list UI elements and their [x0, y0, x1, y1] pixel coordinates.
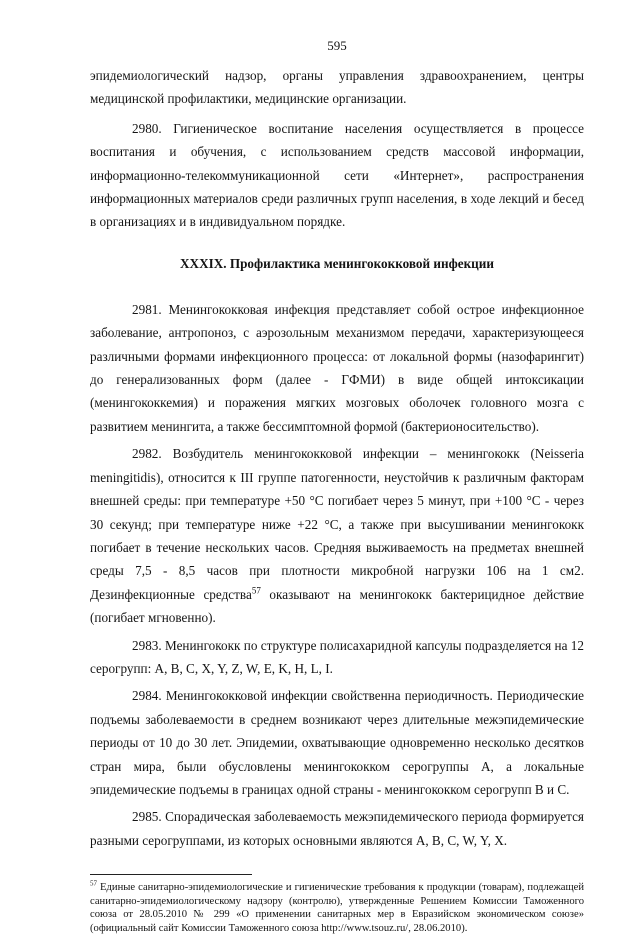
footnote-divider	[90, 874, 252, 875]
paragraph-2985: 2985. Спорадическая заболеваемость межэпидемического периода формируется разными серогруппами, из которых основными являются A, B, C, W, Y, X.	[90, 809, 584, 848]
footnote-marker: 57	[90, 879, 97, 888]
page-number: 595	[327, 38, 347, 53]
paragraph-continuation: эпидемиологический надзор, органы управления здравоохранением, центры медицинской профилактики, медицинские организации.	[90, 68, 584, 107]
paragraph-2982-text: 2982. Возбудитель менингококковой инфекции – менингококк (Neisseria meningitidis), относится к III группе патогенности, неустойчив к различным факторам внешней среды: при температуре +50 °С погибает через 5 минут, при +100 °С - через 30 секунд; при температуре ниже +22 °С, а также при высушивании менингококк погибает в течение нескольких часов. Средняя выживаемость на предметах внешней среды 7,5 - 8,5 часов при плотности микробной нагрузки 106 на 1 см2. Дезинфекционные средства	[90, 446, 584, 602]
footnote-reference: 57	[251, 585, 261, 596]
paragraph-2982	[90, 442, 584, 629]
section-heading: XXXIX. Профилактика менингококковой инфекции	[180, 255, 494, 271]
footnote	[90, 881, 584, 935]
footnote-text: Единые санитарно-эпидемиологические и гигиенические требования к продукции (товарам), подлежащей санитарно-эпидемиологическому надзору (контролю), утвержденные Решением Комиссии Таможенного союза от 28.05.2010 № 299 «О применении санитарных мер в Евразийском экономическом союзе» (официальный сайт Комиссии Таможенного союза http://www.tsouz.ru/, 28.06.2010).	[90, 882, 584, 934]
paragraph-2980: 2980. Гигиеническое воспитание населения осуществляется в процессе воспитания и обучения, с использованием средств массовой информации, информационно-телекоммуникационной сети «Интернет», распространения информационных материалов среди различных групп населения, в ходе лекций и бесед в организациях и в индивидуальном порядке.	[90, 120, 584, 230]
paragraph-2983: 2983. Менингококк по структуре полисахаридной капсулы подразделяется на 12 серогрупп: A, B, C, X, Y, Z, W, E, K, H, L, I.	[90, 637, 584, 676]
paragraph-2981: 2981. Менингококковая инфекция представляет собой острое инфекционное заболевание, антропоноз, с аэрозольным механизмом передачи, характеризующееся различными формами инфекционного процесса: от локальной формы (назофарингит) до генерализованных форм (далее - ГФМИ) в виде общей интоксикации (менингококкемия) и поражения мягких мозговых оболочек головного мозга с развитием менингита, а также бессимптомной формой (бактерионосительство).	[90, 301, 584, 434]
paragraph-2984: 2984. Менингококковой инфекции свойственна периодичность. Периодические подъемы заболеваемости в среднем возникают через длительные межэпидемические периоды от 10 до 30 лет. Эпидемии, охватывающие одновременно несколько десятков стран мира, были обусловлены менингококком серогруппы А, а локальные эпидемические подъемы в границах одной страны - менингококком серогрупп В и С.	[90, 688, 584, 797]
paragraph-2982-tail: оказывают на менингококк бактерицидное действие (погибает мгновенно).	[90, 586, 584, 626]
